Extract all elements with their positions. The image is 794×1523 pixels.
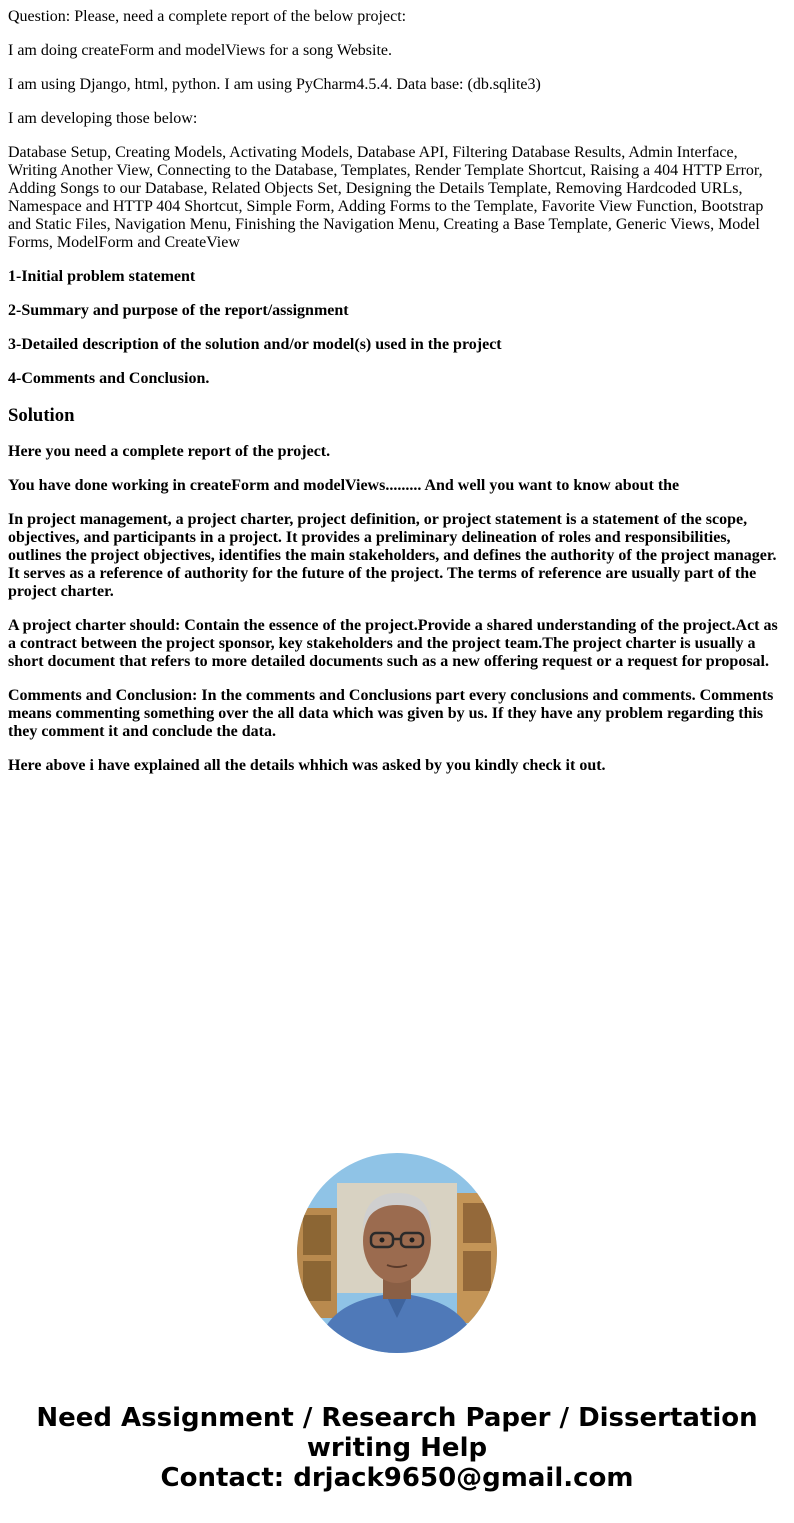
requirement-item-3: 3-Detailed description of the solution and/or model(s) used in the project	[8, 336, 502, 353]
solution-heading: Solution	[8, 405, 75, 426]
help-promo-banner	[0, 1403, 794, 1493]
question-intro: Question: Please, need a complete report of the below project:	[8, 8, 407, 25]
solution-paragraph: A project charter should: Contain the essence of the project.Provide a shared understanding of the project.Act as a contract between the project sponsor, key stakeholders and the project team.The project charter is usually a short document that refers to more detailed documents such as a new offering request or a request for proposal.	[8, 617, 778, 670]
requirement-item-1: 1-Initial problem statement	[8, 268, 196, 285]
solution-paragraph: Here above i have explained all the details whhich was asked by you kindly check it out.	[8, 757, 606, 774]
question-line-tools: I am using Django, html, python. I am using PyCharm4.5.4. Data base: (db.sqlite3)	[8, 76, 541, 93]
tutor-portrait-image	[297, 1153, 497, 1353]
question-topics: Database Setup, Creating Models, Activating Models, Database API, Filtering Database Results, Admin Interface, Writing Another View, Connecting to the Database, Templates, Render Template Shortcut, Raising a 404 HTTP Error, Adding Songs to our Database, Related Objects Set, Designing the Details Template, Removing Hardcoded URLs, Namespace and HTTP 404 Shortcut, Simple Form, Adding Forms to the Template, Favorite View Function, Bootstrap and Static Files, Navigation Menu, Finishing the Navigation Menu, Creating a Base Template, Generic Views, Model Forms, ModelForm and CreateView	[8, 144, 764, 251]
promo-line-1: Need Assignment / Research Paper / Dissertation	[36, 1403, 758, 1433]
solution-paragraph: In project management, a project charter, project definition, or project statement is a statement of the scope, objectives, and participants in a project. It provides a preliminary delineation of roles and responsibilities, outlines the project objectives, identifies the main stakeholders, and defines the authority of the project manager. It serves as a reference of authority for the future of the project. The terms of reference are usually part of the project charter.	[8, 511, 777, 600]
requirement-item-4: 4-Comments and Conclusion.	[8, 370, 210, 387]
solution-paragraph: Here you need a complete report of the project.	[8, 443, 331, 460]
requirement-item-2: 2-Summary and purpose of the report/assignment	[8, 302, 349, 319]
promo-contact-line: Contact: drjack9650@gmail.com	[160, 1463, 634, 1493]
question-line-developing: I am developing those below:	[8, 110, 198, 127]
tutor-avatar	[297, 1153, 497, 1353]
question-line-website: I am doing createForm and modelViews for a song Website.	[8, 42, 393, 59]
document-body	[8, 8, 786, 791]
solution-paragraph: You have done working in createForm and modelViews......... And well you want to know about the	[8, 477, 680, 494]
solution-paragraph: Comments and Conclusion: In the comments and Conclusions part every conclusions and comments. Comments means commenting something over the all data which was given by us. If they have any problem regarding this they comment it and conclude the data.	[8, 687, 774, 740]
promo-line-2: writing Help	[306, 1433, 488, 1463]
